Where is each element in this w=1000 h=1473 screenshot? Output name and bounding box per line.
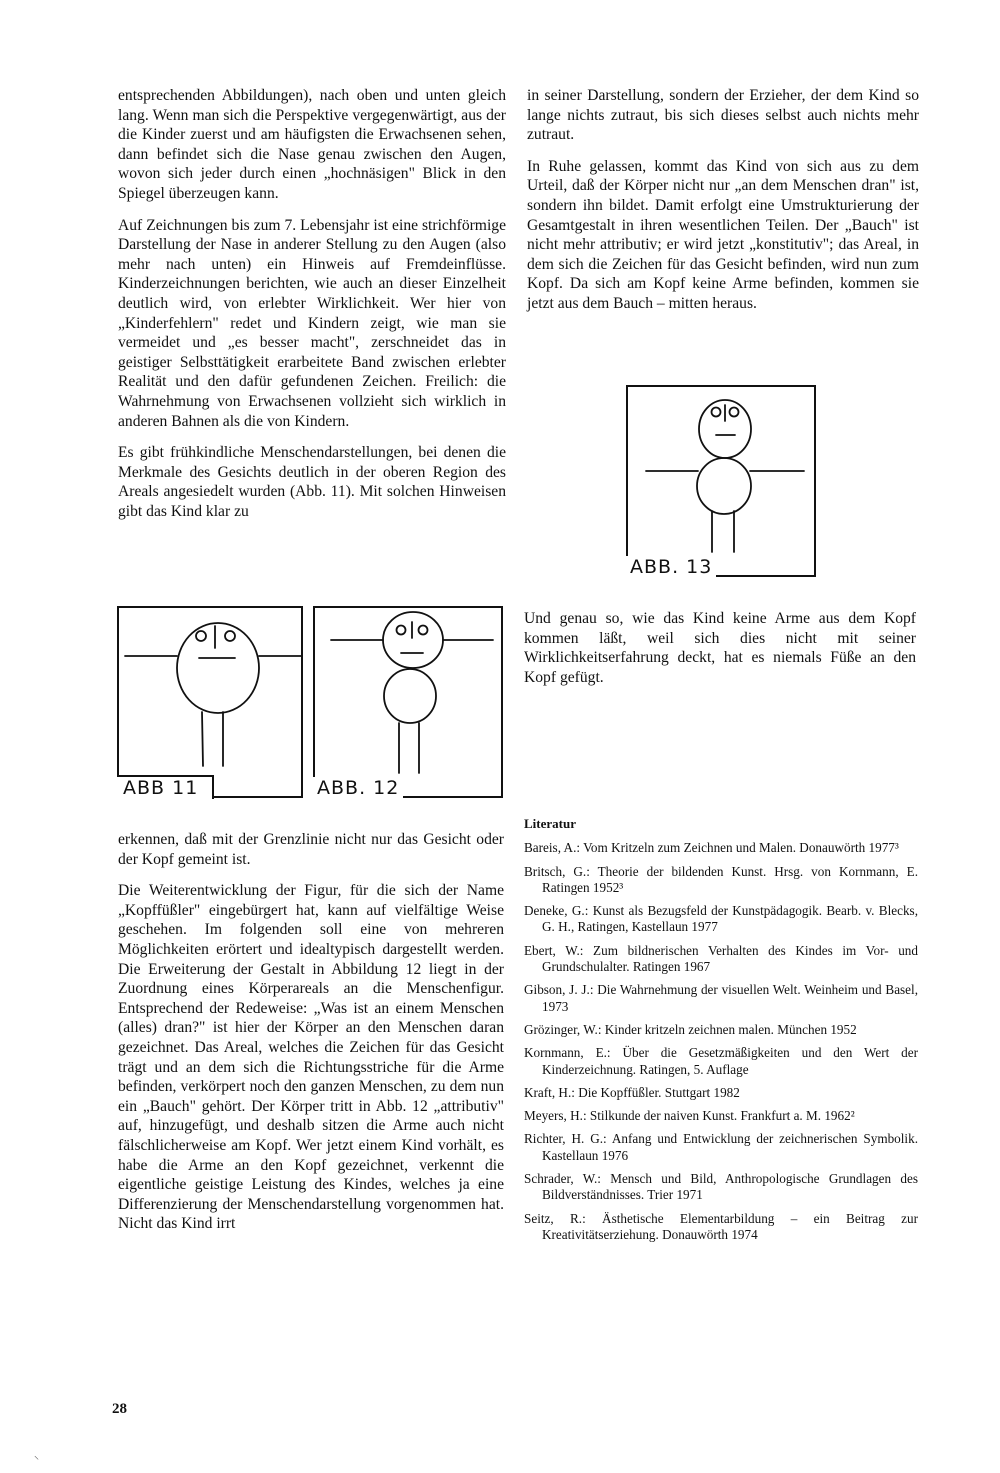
figure-caption: ABB 11 — [117, 775, 214, 799]
text-column-right-middle — [524, 609, 916, 699]
reference-item: Britsch, G.: Theorie der bildenden Kunst. Hrsg. von Kornmann, E. Ratingen 1952³ — [524, 863, 918, 895]
paragraph: In Ruhe gelassen, kommt das Kind von sich aus zu dem Urteil, daß der Körper nicht nur „an dem Menschen dran" ist, sondern ihn bildet. Damit erfolgt eine Umstrukturierung der Gesamtgestalt in ihren wesentlichen Teilen. Der „Bauch" ist nicht mehr attributiv; er wird jetzt „konstitutiv"; das Areal, in dem sich die Zeichen für das Gesicht befinden, wird nun zum Kopf. Da sich am Kopf keine Arme befinden, kommen sie jetzt aus dem Bauch – mitten heraus. — [527, 157, 919, 312]
stick-figure-drawing — [119, 608, 305, 800]
text-column-left-bottom — [118, 830, 504, 1246]
figure-caption: ABB. 13 — [626, 556, 716, 578]
reference-item: Kraft, H.: Die Kopffüßler. Stuttgart 1982 — [524, 1084, 740, 1100]
stick-figure-drawing — [315, 608, 505, 800]
reference-item: Gibson, J. J.: Die Wahrnehmung der visuellen Welt. Weinheim und Basel, 1973 — [524, 982, 918, 1014]
reference-item: Seitz, R.: Ästhetische Elementarbildung – ein Beitrag zur Kreativitätserziehung. Donauwörth 1974 — [524, 1210, 918, 1242]
reference-item: Kornmann, E.: Über die Gesetzmäßigkeiten und den Wert der Kinderzeichnung. Ratingen, 5. Auflage — [524, 1045, 918, 1077]
literature-heading: Literatur — [524, 816, 576, 831]
reference-item: Richter, H. G.: Anfang und Entwicklung der zeichnerischen Symbolik. Kastellaun 1976 — [524, 1131, 918, 1163]
paragraph: erkennen, daß mit der Grenzlinie nicht nur das Gesicht oder der Kopf gemeint ist. — [118, 831, 504, 868]
figure-abb11 — [117, 606, 303, 798]
reference-item: Schrader, W.: Mensch und Bild, Anthropologische Grundlagen des Bildverständnisses. Trier 1971 — [524, 1171, 918, 1203]
reference-item: Ebert, W.: Zum bildnerischen Verhalten des Kindes im Vor- und Grundschulalter. Ratingen 1967 — [524, 942, 918, 975]
paragraph: Auf Zeichnungen bis zum 7. Lebensjahr ist eine strichförmige Darstellung der Nase in anderer Stellung zu den Augen (also mehr nach unten) ein Hinweis auf Fremdeinflüsse. Kinderzeichnungen berichten, wie auch an dieser Einzelheit deutlich wird, von erlebter Wirklichkeit. Wer hier von „Kinderfehlern" redet und Kindern zeigt, wie man sie vermeidet und „es besser macht", zerschneidet das in geistiger Selbsttätigkeit erarbeitete Band zwischen erlebter Realität und den dafür gefundenen Zeichen. Freilich: die Wahrnehmung von Erwachsenen vollzieht sich wirklich in anderen Bahnen als die von Kindern. — [118, 216, 506, 430]
paragraph: entsprechenden Abbildungen), nach oben und unten gleich lang. Wenn man sich die Perspektive vergegenwärtigt, aus der die Kinder zuerst und am häufigsten die Erwachsenen sehen, dann befindet sich die Nase genau zwischen den Augen, wovon sich jeder durch einen „hochnäsigen" Blick in den Spiegel überzeugen kann. — [118, 87, 506, 202]
figure-caption: ABB. 12 — [313, 777, 403, 799]
page-mark: ⸌ — [34, 1455, 39, 1466]
paragraph: in seiner Darstellung, sondern der Erzieher, der dem Kind so lange nichts zutraut, bis sich dieses selbst auch nichts mehr zutraut. — [527, 87, 919, 144]
text-column-left-top — [118, 86, 506, 533]
paragraph: Die Weiterentwicklung der Figur, für die sich der Name „Kopffüßler" eingebürgert hat, kann auf vielfältige Weise geschehen. Im folgenden soll eine von mehreren Möglichkeiten erörtert und idealtypisch dargestellt werden. Die Erweiterung der Gestalt in Abbildung 12 liegt in der Zuordnung eines Körperareals an die Menschenfigur. Entsprechend der Redeweise: „Was ist an einem Menschen (alles) dran?" ist hier der Körper an den Menschen daran gezeichnet. Das Areal, welches die Zeichen für das Gesicht trägt und an dem sich die Richtungsstriche für die Arme befinden, verkörpert noch den ganzen Menschen, zu dem nun ein „Bauch" gehört. Der Körper tritt in Abb. 12 „attributiv" auf, hinzugefügt, und deshalb sitzen die Arme auch nicht fälschlicherweise am Kopf. Wer jetzt einem Kind vorhält, es habe die Arme an den Kopf gezeichnet, verkennt die eigentliche geistige Leistung des Kindes, welches ja eine Differenzierung der Menschendarstellung vorgenommen hat. Nicht das Kind irrt — [118, 882, 504, 1233]
paragraph: Es gibt frühkindliche Menschendarstellungen, bei denen die Merkmale des Gesichts deutlich in der oberen Region des Areals angesiedelt wurden (Abb. 11). Mit solchen Hinweisen gibt das Kind klar zu — [118, 444, 506, 520]
text-column-right-top — [527, 86, 919, 326]
paragraph: Und genau so, wie das Kind keine Arme aus dem Kopf kommen läßt, weil sich dies nicht mit seiner Wirklichkeitserfahrung deckt, hat es niemals Füße an den Kopf gefügt. — [524, 610, 916, 686]
figure-abb12 — [313, 606, 503, 798]
reference-item: Meyers, H.: Stilkunde der naiven Kunst. Frankfurt a. M. 1962² — [524, 1108, 855, 1124]
reference-item: Grözinger, W.: Kinder kritzeln zeichnen malen. München 1952 — [524, 1021, 857, 1037]
reference-item: Bareis, A.: Vom Kritzeln zum Zeichnen und Malen. Donauwörth 1977³ — [524, 840, 899, 856]
literature-section — [524, 816, 918, 1250]
page-number: 28 — [112, 1401, 127, 1417]
stick-figure-drawing — [628, 387, 818, 579]
figure-abb13 — [626, 385, 816, 577]
reference-item: Deneke, G.: Kunst als Bezugsfeld der Kunstpädagogik. Bearb. v. Blecks, G. H., Ratingen, Kastellaun 1977 — [524, 903, 918, 935]
